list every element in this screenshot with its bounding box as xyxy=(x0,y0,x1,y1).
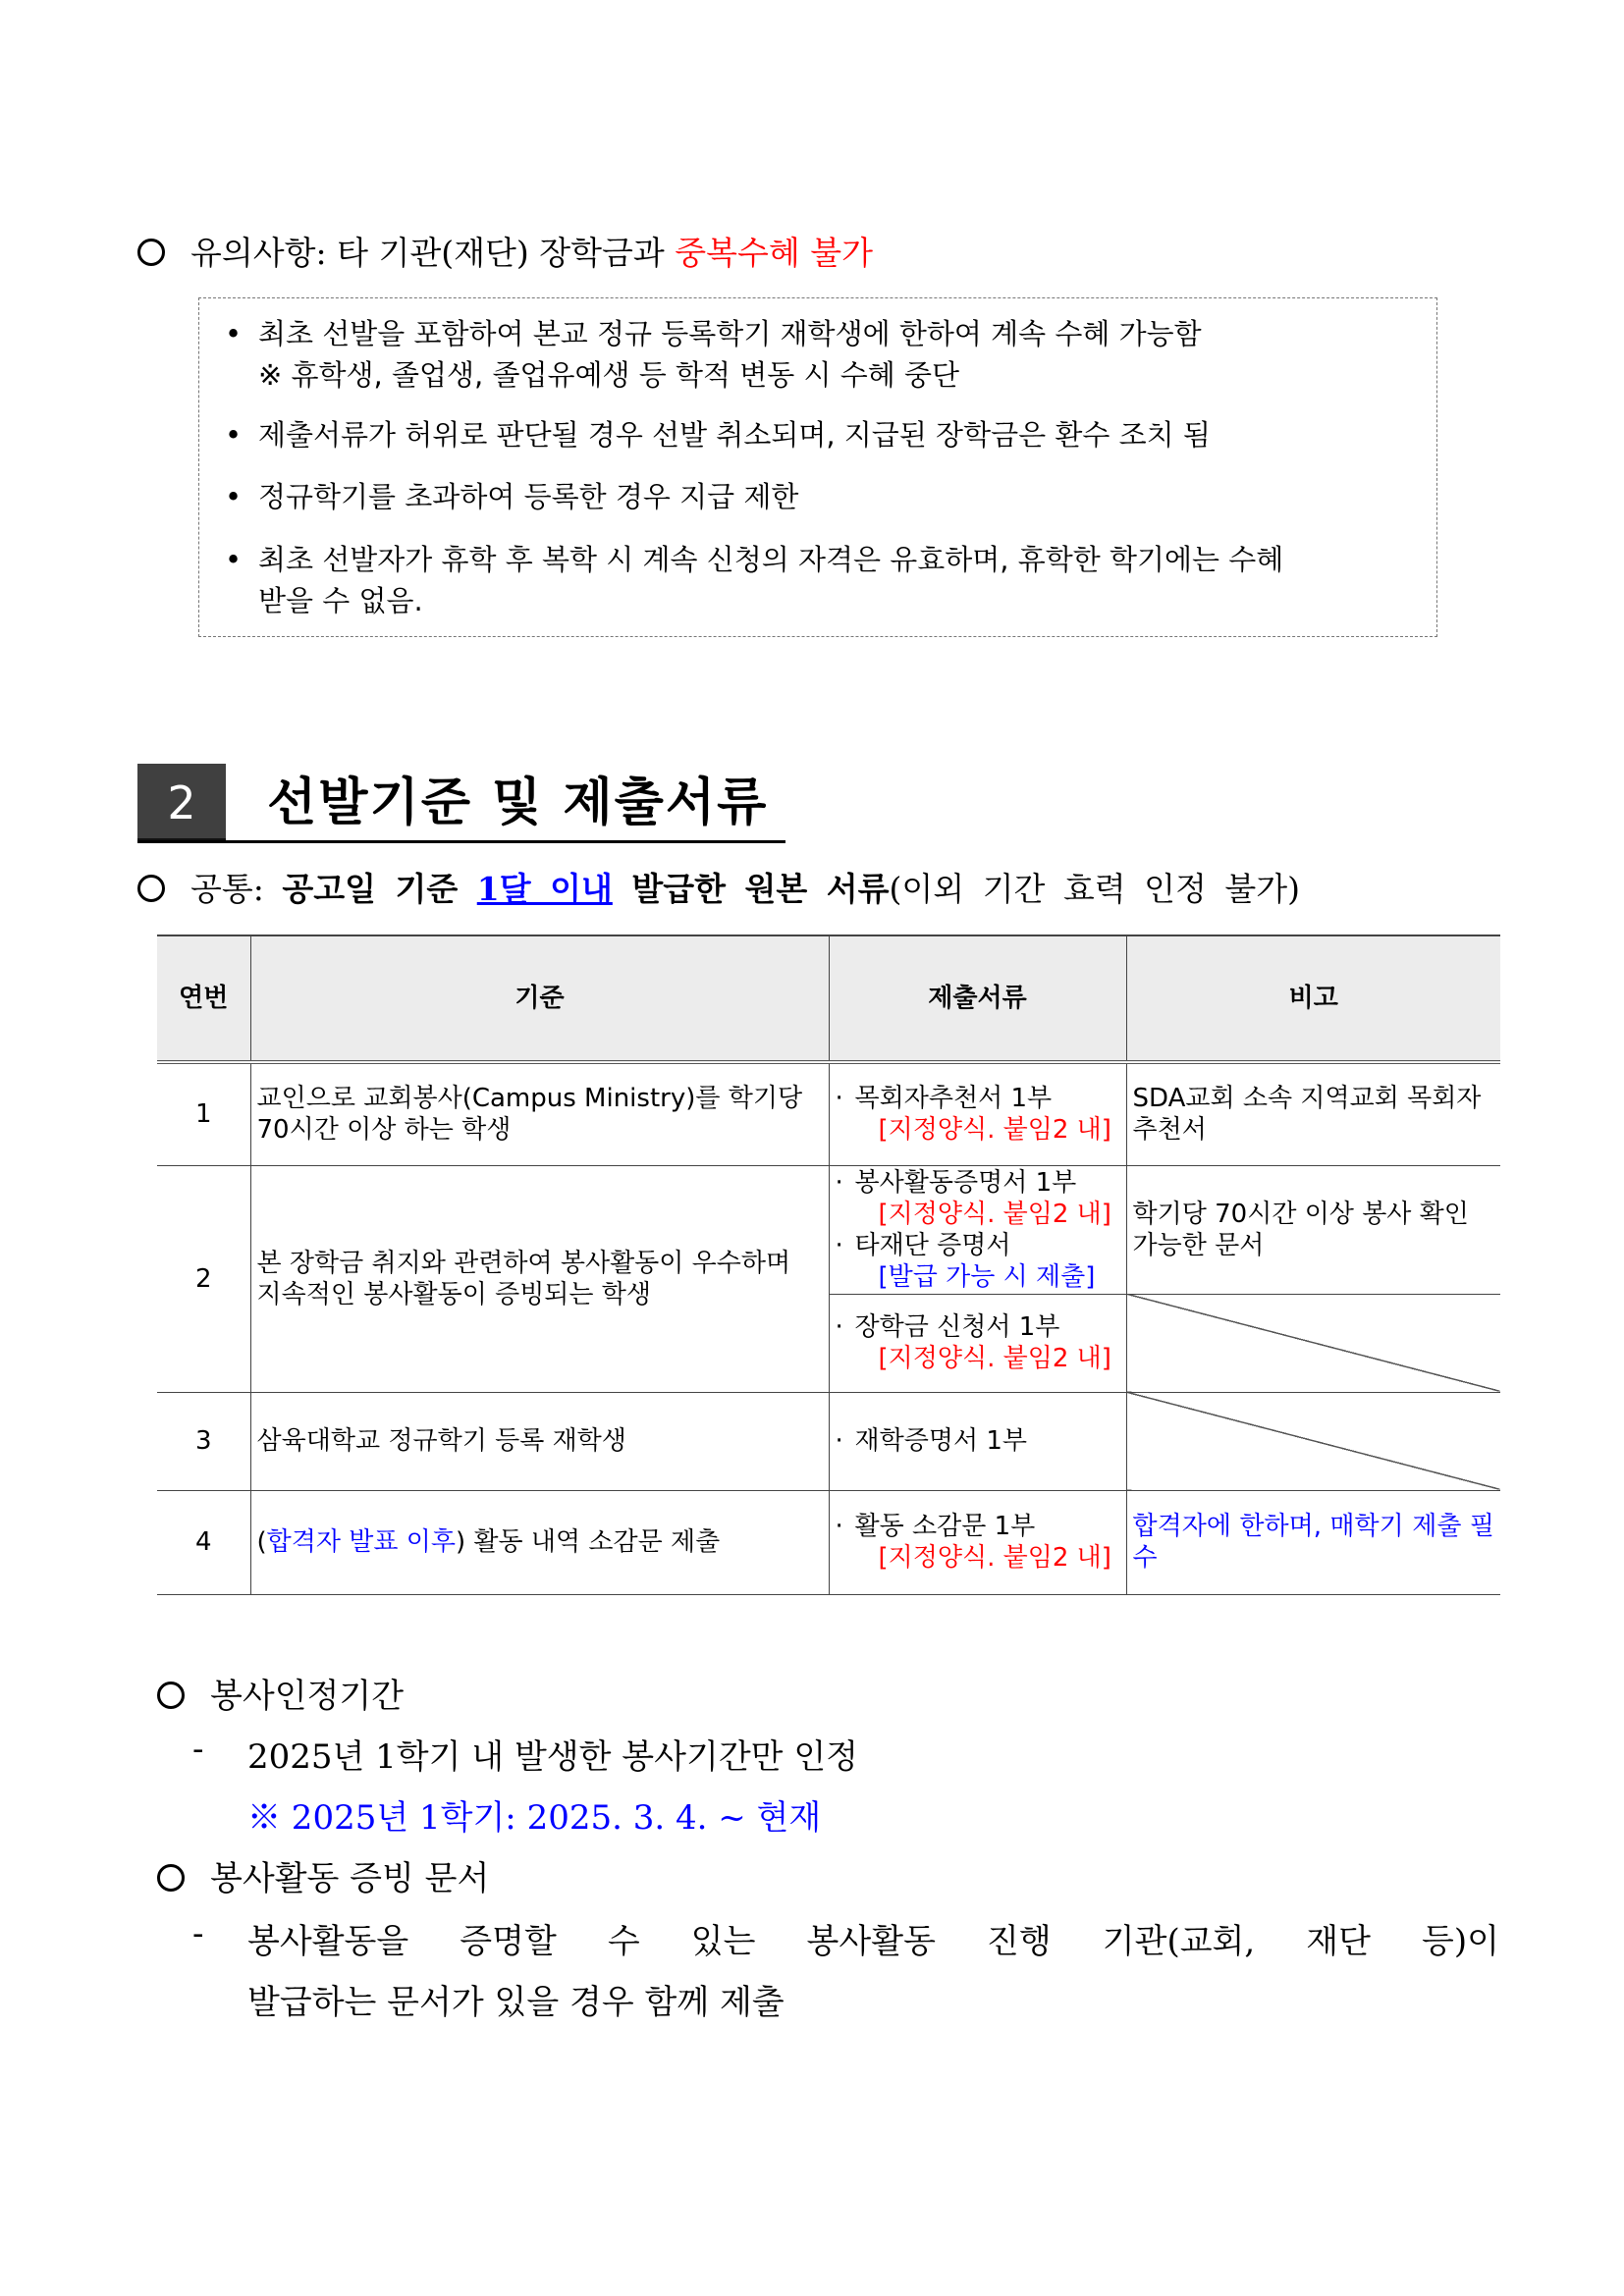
notice-item xyxy=(225,539,1283,621)
row-criteria: 교인으로 교회봉사(Campus Ministry)를 학기당 70시간 이상 하는 학생 xyxy=(250,1062,829,1165)
period-heading xyxy=(157,1669,404,1717)
notice-item xyxy=(225,414,1211,455)
period-line: 2025년 1학기 내 발생한 봉사기간만 인정 xyxy=(247,1737,859,1777)
bullet-icon: • xyxy=(225,543,243,576)
notice-heading xyxy=(137,228,873,274)
circle-bullet-icon xyxy=(137,239,165,266)
bullet-icon: • xyxy=(225,480,243,513)
table-header-row xyxy=(157,935,1500,1062)
row-documents xyxy=(829,1392,1126,1490)
document-item: 봉사활동증명서 1부 xyxy=(854,1167,1077,1198)
document-item: 목회자추천서 1부 xyxy=(854,1084,1053,1114)
notice-heading-highlight: 중복수혜 불가 xyxy=(675,234,874,272)
evidence-heading xyxy=(157,1851,489,1899)
circle-bullet-icon xyxy=(137,875,165,902)
evidence-heading-text: 봉사활동 증빙 문서 xyxy=(210,1859,490,1898)
document-note: [지정양식. 붙임2 내] xyxy=(878,1199,1111,1229)
table-row xyxy=(157,1490,1500,1594)
document-item: 재학증명서 1부 xyxy=(854,1426,1028,1456)
row-criteria: 본 장학금 취지와 관련하여 봉사활동이 우수하며 지속적인 봉사활동이 증빙되는 학생 xyxy=(250,1165,829,1392)
bullet-icon: • xyxy=(225,418,243,452)
notice-heading-text: 유의사항: 타 기관(재단) 장학금과 xyxy=(190,234,676,272)
document-item: 활동 소감문 1부 xyxy=(854,1512,1036,1541)
notice-item-line: 최초 선발을 포함하여 본교 정규 등록학기 재학생에 한하여 계속 수혜 가능함 xyxy=(258,317,1202,350)
bullet-icon: • xyxy=(225,317,243,350)
period-dash: - xyxy=(192,1730,204,1769)
notice-item xyxy=(225,313,1202,396)
header-number: 연번 xyxy=(157,935,250,1062)
common-bold-1: 공고일 기준 xyxy=(282,870,477,908)
notice-item-line: 최초 선발자가 휴학 후 복학 시 계속 신청의 자격은 유효하며, 휴학한 학기에는 수혜 xyxy=(258,543,1284,576)
empty-remark-cell xyxy=(1126,1294,1500,1392)
common-bold-2: 발급한 원본 서류 xyxy=(612,870,890,908)
header-remarks: 비고 xyxy=(1126,935,1500,1062)
period-note: ※ 2025년 1학기: 2025. 3. 4. ~ 현재 xyxy=(247,1798,822,1838)
row-number: 4 xyxy=(157,1490,250,1594)
row-remark: SDA교회 소속 지역교회 목회자 추천서 xyxy=(1126,1062,1500,1165)
document-note: [지정양식. 붙임2 내] xyxy=(878,1344,1111,1373)
bullet-icon: · xyxy=(835,1167,843,1198)
common-rest: (이외 기간 효력 인정 불가) xyxy=(889,870,1300,908)
row-number: 1 xyxy=(157,1062,250,1165)
row-documents xyxy=(829,1294,1126,1392)
section-title: 선발기준 및 제출서류 xyxy=(267,774,769,832)
section-underline xyxy=(137,840,785,843)
notice-item-line: ※ 휴학생, 졸업생, 졸업유예생 등 학적 변동 시 수혜 중단 xyxy=(258,358,959,392)
row-documents xyxy=(829,1490,1126,1594)
row-documents xyxy=(829,1165,1126,1294)
row-remark: 합격자에 한하며, 매학기 제출 필수 xyxy=(1126,1490,1500,1594)
notice-item-line: 제출서류가 허위로 판단될 경우 선발 취소되며, 지급된 장학금은 환수 조치 됨 xyxy=(258,418,1211,452)
notice-item-line: 정규학기를 초과하여 등록한 경우 지급 제한 xyxy=(258,480,799,513)
bullet-icon: · xyxy=(835,1230,843,1260)
evidence-line-1: 봉사활동을 증명할 수 있는 봉사활동 진행 기관(교회, 재단 등)이 xyxy=(247,1922,1499,1961)
document-item: 타재단 증명서 xyxy=(854,1230,1011,1260)
notice-box xyxy=(198,297,1437,637)
header-criteria: 기준 xyxy=(250,935,829,1062)
table-row xyxy=(157,1165,1500,1294)
row-number: 3 xyxy=(157,1392,250,1490)
document-note: [발급 가능 시 제출] xyxy=(878,1261,1096,1292)
common-deadline: 1달 이내 xyxy=(476,870,613,908)
document-note: [지정양식. 붙임2 내] xyxy=(878,1115,1111,1146)
circle-bullet-icon xyxy=(157,1864,185,1892)
document-item: 장학금 신청서 1부 xyxy=(854,1312,1060,1342)
criteria-table xyxy=(157,934,1500,1595)
table-row xyxy=(157,1392,1500,1490)
period-heading-text: 봉사인정기간 xyxy=(210,1677,405,1716)
bullet-icon: · xyxy=(835,1426,843,1456)
empty-remark-cell xyxy=(1126,1392,1500,1490)
header-documents: 제출서류 xyxy=(829,935,1126,1062)
row-remark: 학기당 70시간 이상 봉사 확인 가능한 문서 xyxy=(1126,1165,1500,1294)
bullet-icon: · xyxy=(835,1084,843,1114)
table-row xyxy=(157,1062,1500,1165)
criteria-paren: ( xyxy=(256,1527,267,1557)
notice-item xyxy=(225,476,798,517)
circle-bullet-icon xyxy=(157,1682,185,1709)
bullet-icon: · xyxy=(835,1312,843,1342)
bullet-icon: · xyxy=(835,1512,843,1541)
criteria-rest: ) 활동 내역 소감문 제출 xyxy=(456,1527,721,1557)
row-criteria xyxy=(250,1490,829,1594)
section-number: 2 xyxy=(137,764,226,842)
notice-item-line: 받을 수 없음. xyxy=(258,584,423,617)
row-number: 2 xyxy=(157,1165,250,1392)
evidence-line-2: 발급하는 문서가 있을 경우 함께 제출 xyxy=(247,1983,785,2022)
evidence-dash: - xyxy=(192,1914,204,1953)
row-criteria: 삼육대학교 정규학기 등록 재학생 xyxy=(250,1392,829,1490)
row-documents xyxy=(829,1062,1126,1165)
common-requirement xyxy=(137,864,1300,910)
criteria-highlight: 합격자 발표 이후 xyxy=(266,1527,456,1557)
document-note: [지정양식. 붙임2 내] xyxy=(878,1543,1111,1573)
common-label: 공통: xyxy=(190,870,283,908)
